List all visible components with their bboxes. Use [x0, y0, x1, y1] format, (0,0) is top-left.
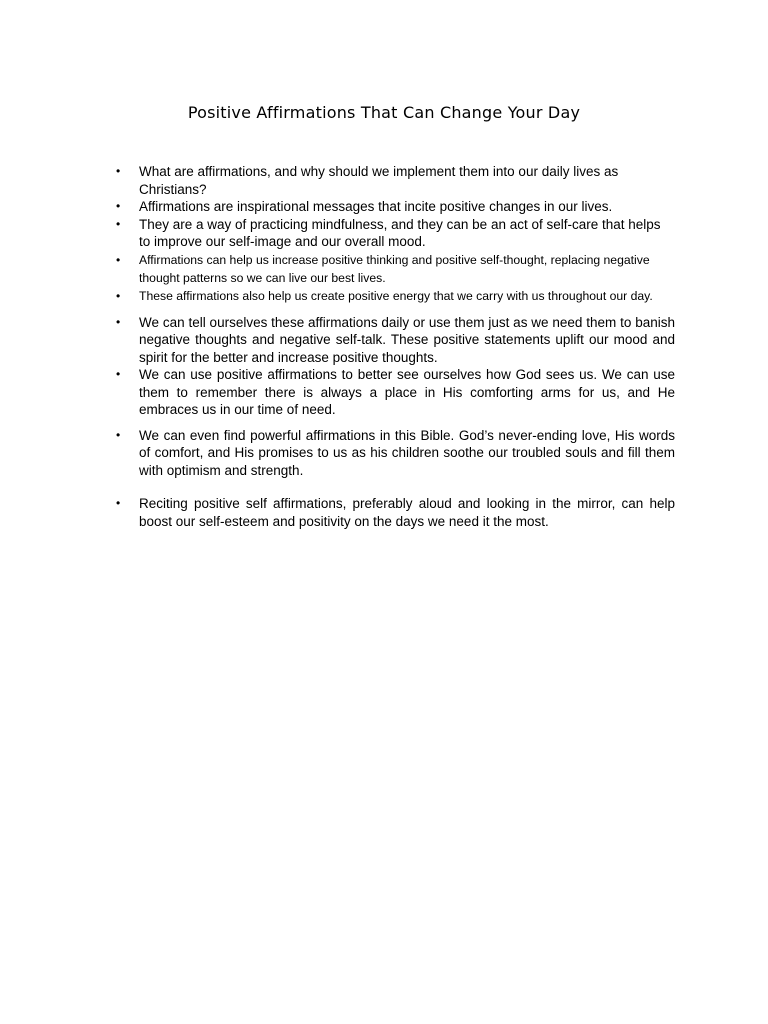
list-item-text: What are affirmations, and why should we implement them into our daily lives as Christians? [139, 164, 619, 197]
bullet-icon: • [116, 164, 121, 178]
list-item [113, 287, 675, 305]
list-item [113, 198, 675, 216]
list-item-text: We can tell ourselves these affirmations daily or use them just as we need them to banish negative thoughts and negative self-talk. These positive statements uplift our mood and spirit for the better and increase positive thoughts. [139, 314, 675, 365]
list-item [113, 251, 675, 287]
list-item [113, 163, 675, 198]
bullet-list [113, 163, 675, 530]
bullet-icon: • [116, 199, 121, 213]
bullet-icon: • [116, 314, 121, 329]
list-item-text: We can use positive affirmations to better see ourselves how God sees us. We can use them to remember there is always a place in His comforting arms for us, and He embraces us in our time of need. [139, 367, 675, 417]
bullet-icon: • [116, 367, 121, 381]
document-title: Positive Affirmations That Can Change Your Day [187, 103, 581, 122]
list-item [113, 495, 675, 530]
list-item [113, 427, 675, 480]
bullet-icon: • [116, 427, 121, 442]
list-item [113, 366, 675, 419]
list-item-text: They are a way of practicing mindfulness, and they can be an act of self-care that helps to improve our self-image and our overall mood. [139, 216, 661, 249]
bullet-icon: • [116, 288, 121, 303]
list-item-text: Affirmations can help us increase positive thinking and positive self-thought, replacing negative thought patterns so we can live our best lives. [139, 252, 650, 285]
list-item-text: Affirmations are inspirational messages that incite positive changes in our lives. [139, 199, 613, 214]
list-item-text: We can even find powerful affirmations in this Bible. God’s never-ending love, His words of comfort, and His promises to us as his children soothe our troubled souls and fill them with optimism and strength. [139, 427, 675, 478]
list-item [113, 314, 675, 367]
bullet-icon: • [116, 216, 121, 231]
list-item-text: Reciting positive self affirmations, preferably aloud and looking in the mirror, can help boost our self-esteem and positivity on the days we need it the most. [139, 496, 675, 529]
bullet-icon: • [116, 252, 121, 267]
list-item-text: These affirmations also help us create positive energy that we carry with us throughout our day. [139, 288, 653, 303]
list-item [113, 216, 675, 251]
bullet-icon: • [116, 496, 121, 510]
